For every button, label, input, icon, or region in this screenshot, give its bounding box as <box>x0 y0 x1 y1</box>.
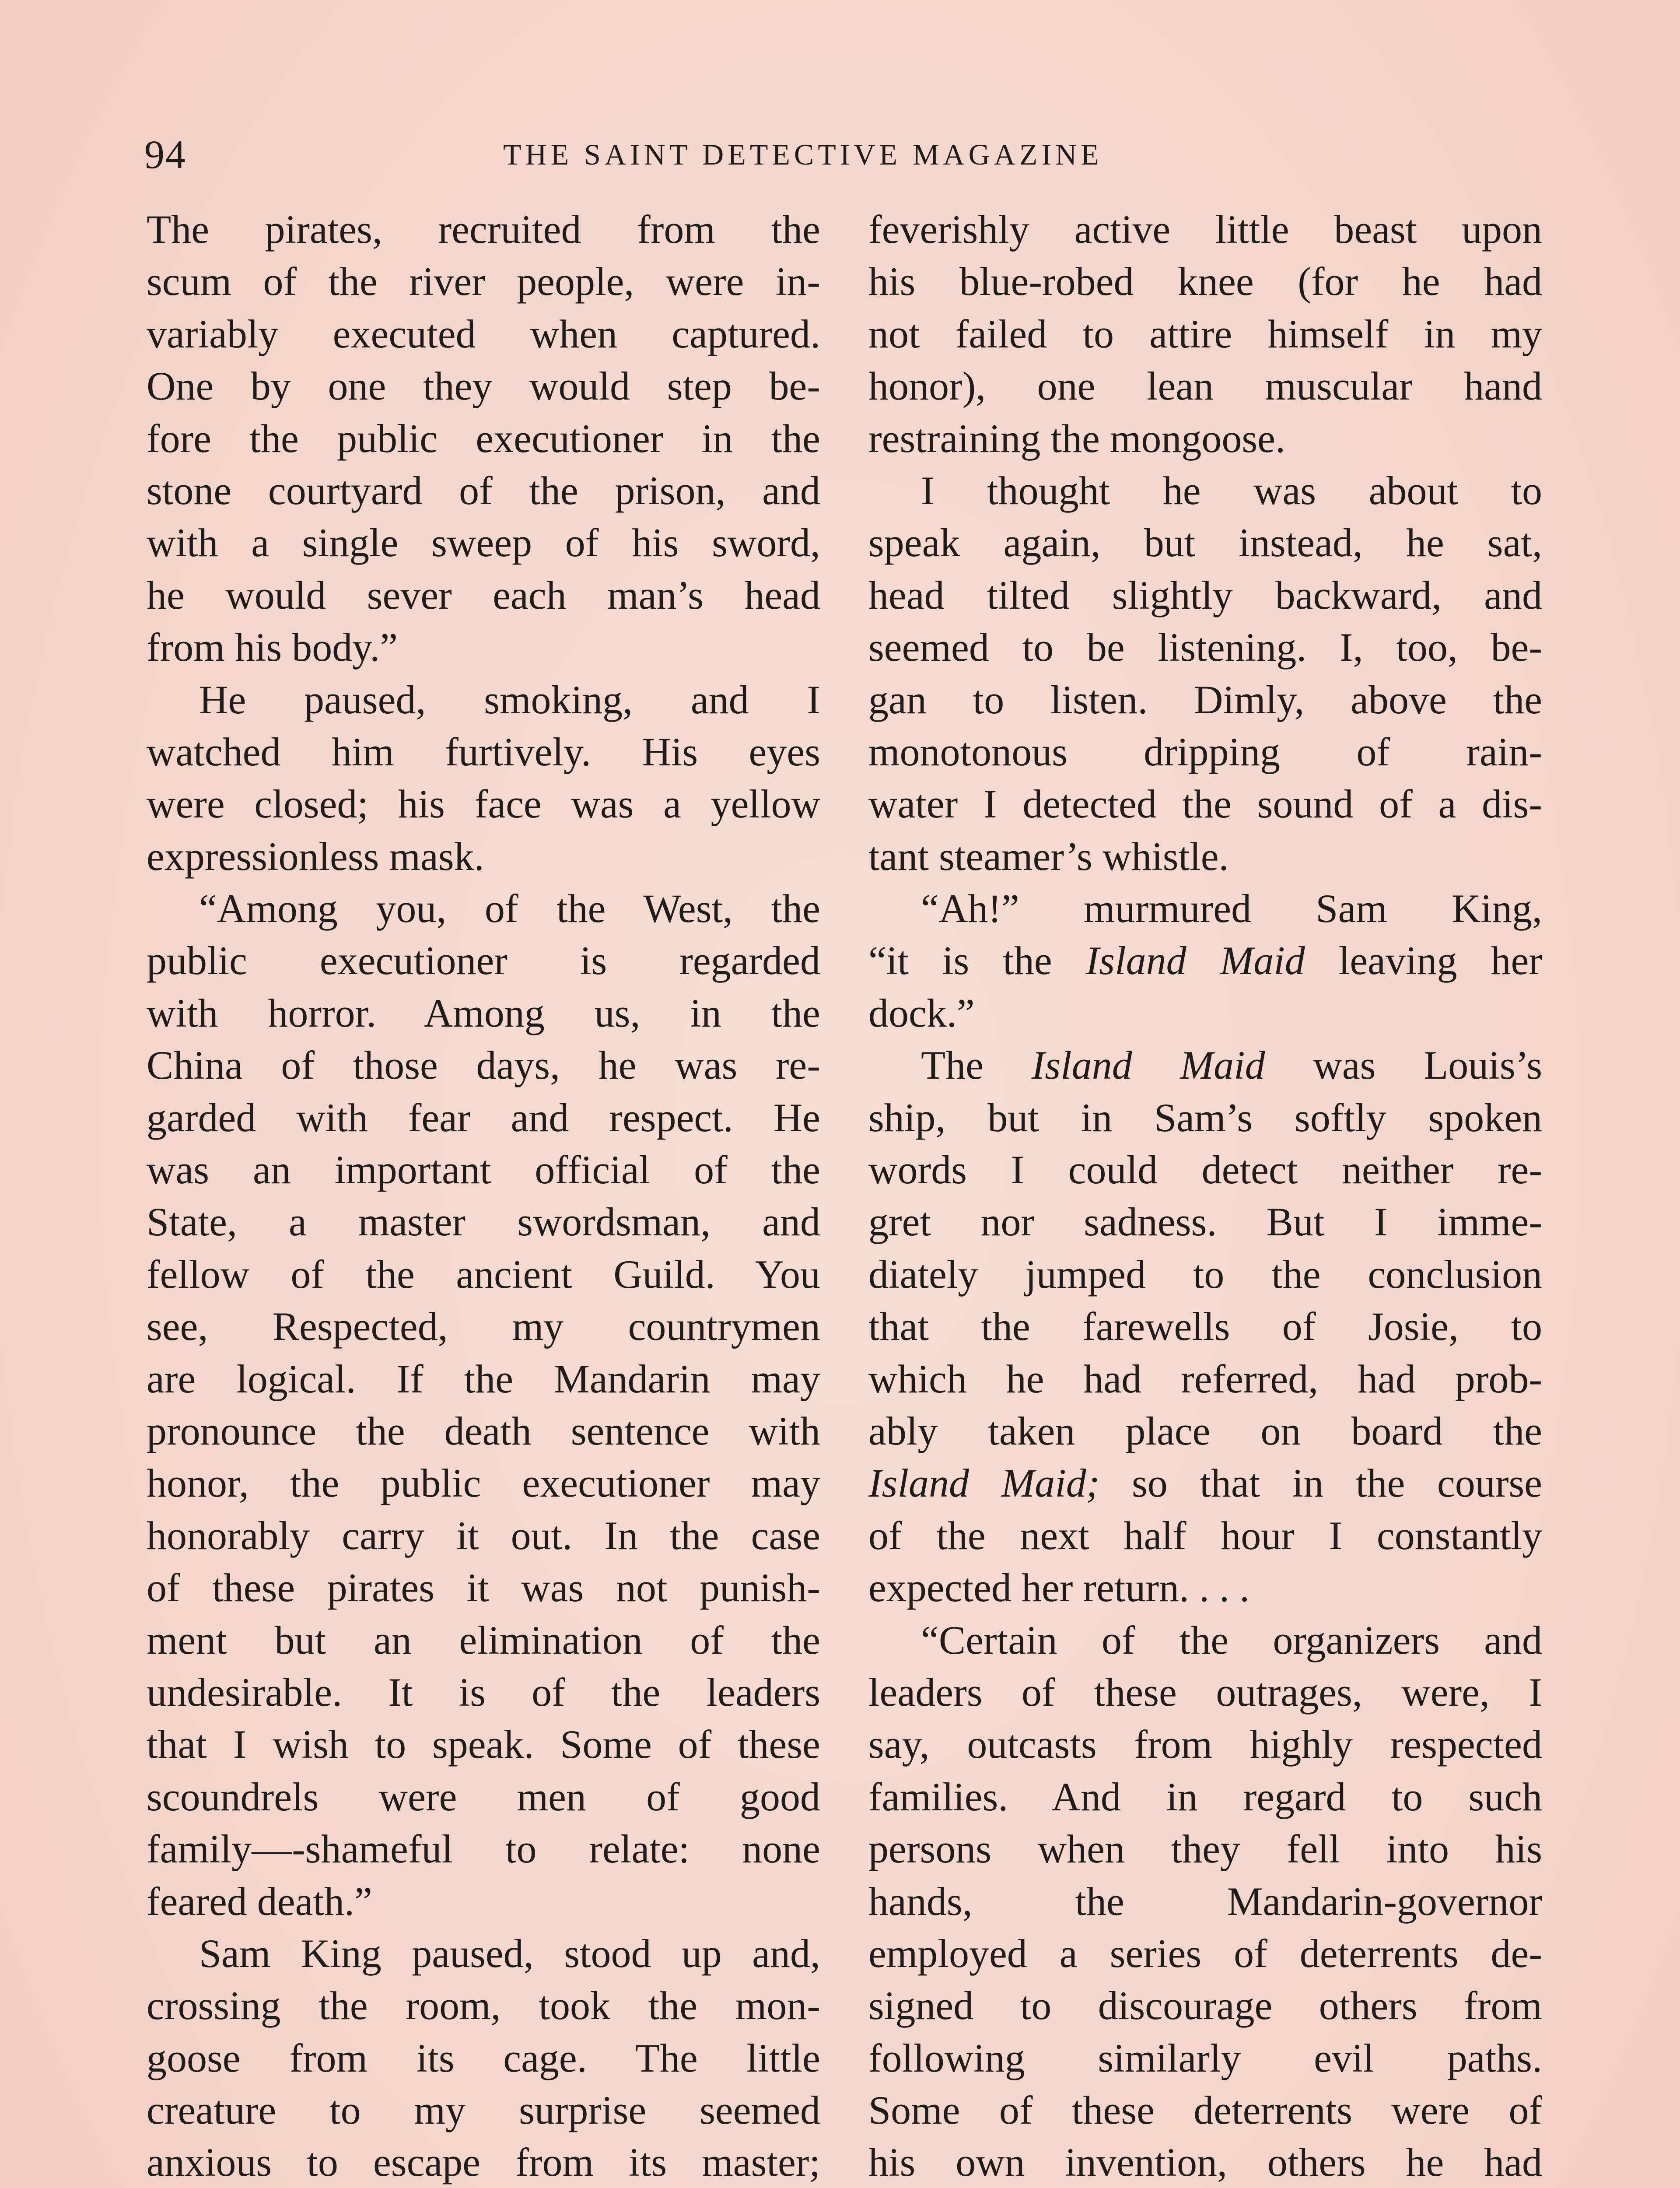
text-line <box>868 935 1542 987</box>
text-line: of the next half hour I constantly <box>868 1513 1542 1558</box>
text-line: honorably carry it out. In the case <box>147 1513 820 1558</box>
text-line: State, a master swordsman, and <box>147 1199 820 1245</box>
text-line: that I wish to speak. Some of these <box>147 1722 820 1767</box>
text-line: see, Respected, my countrymen <box>147 1304 820 1349</box>
text-line: scum of the river people, were in- <box>147 259 820 304</box>
text-line: his blue-robed knee (for he had <box>868 259 1542 304</box>
text-line: scoundrels were men of good <box>147 1774 820 1819</box>
text-line: honor, the public executioner may <box>147 1461 820 1506</box>
text-line: hands, the Mandarin-governor <box>868 1879 1542 1924</box>
text-line: are logical. If the Mandarin may <box>147 1356 820 1401</box>
text-line: Some of these deterrents were of <box>868 2088 1542 2133</box>
text-line: that the farewells of Josie, to <box>868 1304 1542 1349</box>
text-line: One by one they would step be- <box>147 364 820 409</box>
text-line: watched him furtively. His eyes <box>147 729 820 774</box>
text-line: which he had referred, had prob- <box>868 1356 1542 1401</box>
text-line: goose from its cage. The little <box>147 2035 820 2080</box>
text-line: say, outcasts from highly respected <box>868 1722 1542 1767</box>
text-line: head tilted slightly backward, and <box>868 572 1542 617</box>
text-line: The pirates, recruited from the <box>147 207 820 252</box>
ship-name: Island Maid <box>1085 938 1305 983</box>
text-line: fore the public executioner in the <box>147 416 820 461</box>
text-line: ably taken place on board the <box>868 1408 1542 1453</box>
text-line: “Certain of the organizers and <box>921 1617 1542 1662</box>
text-line: garded with fear and respect. He <box>147 1095 820 1140</box>
text-line: He paused, smoking, and I <box>199 677 820 722</box>
text-line: with horror. Among us, in the <box>147 990 820 1035</box>
text-fragment: was Louis’s <box>1265 1043 1543 1088</box>
text-line: I thought he was about to <box>921 468 1542 513</box>
text-line: Sam King paused, stood up and, <box>199 1931 820 1976</box>
text-line: feared death.” <box>147 1879 372 1924</box>
text-line: anxious to escape from its master; <box>147 2140 820 2185</box>
text-line: from his body.” <box>147 625 398 670</box>
text-line: creature to my surprise seemed <box>147 2088 820 2133</box>
text-line: with a single sweep of his sword, <box>147 520 820 565</box>
ship-name: Island Maid <box>1031 1043 1265 1088</box>
text-line: tant steamer’s whistle. <box>868 834 1229 879</box>
text-line: his own invention, others he had <box>868 2140 1542 2185</box>
text-line: crossing the room, took the mon- <box>147 1983 820 2028</box>
text-line: words I could detect neither re- <box>868 1147 1542 1192</box>
page-header <box>144 131 1544 193</box>
text-line: honor), one lean muscular hand <box>868 364 1542 409</box>
text-line: family—-shameful to relate: none <box>147 1827 820 1872</box>
text-line: fellow of the ancient Guild. You <box>147 1252 820 1297</box>
text-line: China of those days, he was re- <box>147 1043 820 1088</box>
text-line: pronounce the death sentence with <box>147 1408 820 1453</box>
text-line: gret nor sadness. But I imme- <box>868 1199 1542 1245</box>
text-line: speak again, but instead, he sat, <box>868 520 1542 565</box>
text-line: families. And in regard to such <box>868 1774 1542 1819</box>
text-line <box>868 1039 1542 1091</box>
text-line: gan to listen. Dimly, above the <box>868 677 1542 722</box>
running-title: THE SAINT DETECTIVE MAGAZINE <box>503 138 1103 171</box>
left-column <box>147 203 820 2188</box>
text-line: monotonous dripping of rain- <box>868 729 1542 774</box>
text-line: ship, but in Sam’s softly spoken <box>868 1095 1542 1140</box>
text-line: persons when they fell into his <box>868 1827 1542 1872</box>
text-line: variably executed when captured. <box>147 311 820 356</box>
text-line: public executioner is regarded <box>147 938 820 983</box>
text-line <box>868 1457 1542 1509</box>
text-line: stone courtyard of the prison, and <box>147 468 820 513</box>
text-line: he would sever each man’s head <box>147 572 820 617</box>
text-fragment: The <box>921 1043 1032 1088</box>
text-line: employed a series of deterrents de- <box>868 1931 1542 1976</box>
text-line: “Among you, of the West, the <box>199 886 820 931</box>
text-line: not failed to attire himself in my <box>868 311 1542 356</box>
text-line: undesirable. It is of the leaders <box>147 1669 820 1715</box>
text-line: expected her return. . . . <box>868 1565 1250 1610</box>
text-line: seemed to be listening. I, too, be- <box>868 625 1542 670</box>
text-fragment: leaving her <box>1305 938 1542 983</box>
text-line: signed to discourage others from <box>868 1983 1542 2028</box>
text-line: following similarly evil paths. <box>868 2035 1542 2080</box>
text-line: leaders of these outrages, were, I <box>868 1669 1542 1715</box>
text-fragment: “it is the <box>868 938 1086 983</box>
page-number: 94 <box>144 132 186 177</box>
text-line: water I detected the sound of a dis- <box>868 782 1542 827</box>
text-line: of these pirates it was not punish- <box>147 1565 820 1610</box>
right-column <box>868 203 1542 2188</box>
text-line: were closed; his face was a yellow <box>147 782 820 827</box>
text-line: dock.” <box>868 990 975 1035</box>
text-line: feverishly active little beast upon <box>868 207 1542 252</box>
text-line: “Ah!” murmured Sam King, <box>921 886 1542 931</box>
text-line: diately jumped to the conclusion <box>868 1252 1542 1297</box>
text-fragment: so that in the course <box>1099 1461 1542 1506</box>
ship-name: Island Maid; <box>868 1461 1100 1506</box>
text-line: ment but an elimination of the <box>147 1617 820 1662</box>
text-line: restraining the mongoose. <box>868 416 1286 461</box>
text-line: was an important official of the <box>147 1147 820 1192</box>
text-line: expressionless mask. <box>147 834 484 879</box>
